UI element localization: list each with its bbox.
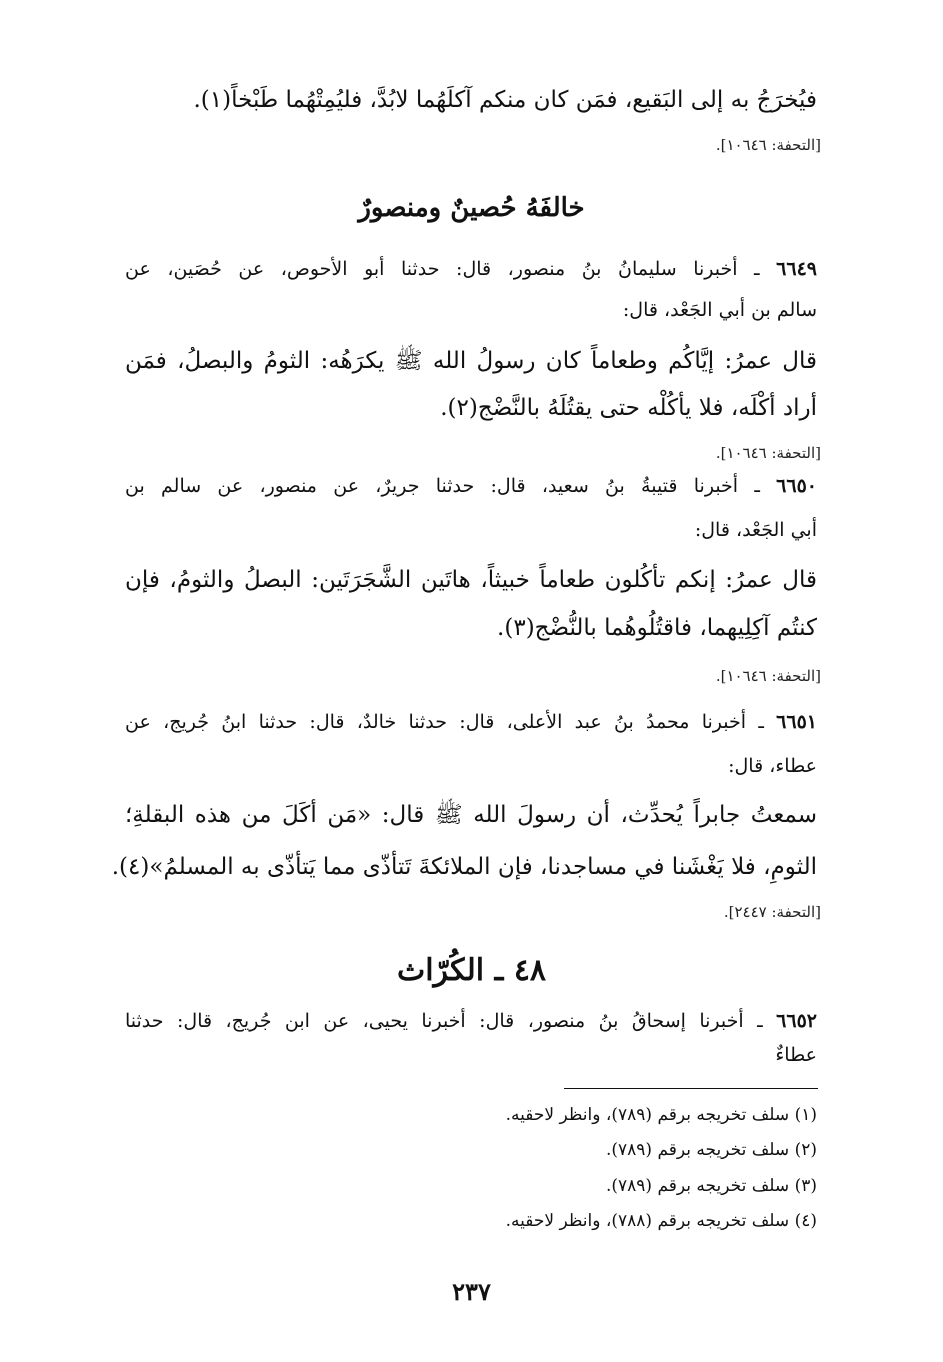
hadith-6650-matn-1: قال عمرُ: إنكم تأكُلون طعاماً خبيثاً، هاتَين الشَّجَرَتَين: البصلُ والثومُ، فإن: [125, 567, 817, 593]
text-line-1: فيُخرَجُ به إلى البَقيع، فمَن كان منكم آكلَهُما لابُدَّ، فليُمِتْهُما طَبْخاً(١).: [193, 87, 817, 113]
footnote-separator: [564, 1088, 818, 1089]
hadith-number-6652: ٦٦٥٢: [776, 1010, 817, 1032]
tuhfa-reference-3: [التحفة: ١٠٦٤٦].: [715, 667, 821, 685]
hadith-6651-line-1: [125, 706, 817, 738]
footnote-2: (٢) سلف تخريجه برقم (٧٨٩).: [605, 1140, 817, 1160]
section-heading-khalafahu: خالفَهُ حُصينٌ ومنصورٌ: [358, 193, 585, 223]
hadith-number-6649: ٦٦٤٩: [776, 258, 817, 280]
hadith-6651-line-2: عطاء، قال:: [728, 755, 817, 777]
hadith-6652-line-1: [125, 1005, 817, 1037]
hadith-6651-matn-1: سمعتُ جابراً يُحدِّث، أن رسولَ الله ﷺ قال: «مَن أكَلَ من هذه البقلةِ؛: [125, 802, 817, 828]
hadith-6650-line-2: أبي الجَعْد، قال:: [694, 519, 817, 541]
hadith-6650-matn-2: كنتُم آكِلِيهما، فاقتُلُوهُما بالنُّضْج(٣).: [497, 615, 817, 641]
hadith-number-6650: ٦٦٥٠: [776, 475, 817, 497]
hadith-6649-isnad: ـ أخبرنا سليمانُ بنُ منصور، قال: حدثنا أبو الأحوص، عن حُصَين، عن: [125, 258, 777, 280]
tuhfa-reference-1: [التحفة: ١٠٦٤٦].: [715, 136, 821, 154]
hadith-number-6651: ٦٦٥١: [776, 711, 817, 733]
footnote-3: (٣) سلف تخريجه برقم (٧٨٩).: [605, 1176, 817, 1196]
footnote-4: (٤) سلف تخريجه برقم (٧٨٨)، وانظر لاحقيه.: [505, 1211, 817, 1231]
chapter-heading-48-kurrath: ٤٨ ـ الكُرّاث: [396, 953, 547, 988]
hadith-6652-line-2: عطاءٌ: [775, 1044, 817, 1066]
hadith-6650-isnad: ـ أخبرنا قتيبةُ بنُ سعيد، قال: حدثنا جريرٌ، عن منصور، عن سالم بن: [125, 475, 777, 497]
hadith-6649-matn-1: قال عمرُ: إيَّاكُم وطعاماً كان رسولُ الله ﷺ يكرَهُه: الثومُ والبصلُ، فمَن: [125, 348, 817, 374]
hadith-6650-line-1: [125, 470, 817, 502]
hadith-6649-line-1: [125, 253, 817, 285]
hadith-6651-matn-2: الثومِ، فلا يَغْشَنا في مساجدنا، فإن الملائكةَ تَتأذّى مما يَتأذّى به المسلمُ»(٤).: [111, 854, 817, 880]
tuhfa-reference-2: [التحفة: ١٠٦٤٦].: [715, 444, 821, 462]
hadith-6651-isnad: ـ أخبرنا محمدُ بنُ عبد الأعلى، قال: حدثنا خالدٌ، قال: حدثنا ابنُ جُريج، عن: [125, 711, 777, 733]
tuhfa-reference-4: [التحفة: ٢٤٤٧].: [723, 903, 821, 921]
page-number: ٢٣٧: [452, 1277, 491, 1306]
hadith-6649-matn-2: أراد أكْلَه، فلا يأكُلْه حتى يقتُلَهُ بالنَّضْج(٢).: [440, 395, 817, 421]
footnote-1: (١) سلف تخريجه برقم (٧٨٩)، وانظر لاحقيه.: [505, 1105, 817, 1125]
hadith-6649-line-2: سالم بن أبي الجَعْد، قال:: [622, 299, 817, 321]
hadith-6652-isnad: ـ أخبرنا إسحاقُ بنُ منصور، قال: أخبرنا يحيى، عن ابن جُريج، قال: حدثنا: [125, 1010, 777, 1032]
